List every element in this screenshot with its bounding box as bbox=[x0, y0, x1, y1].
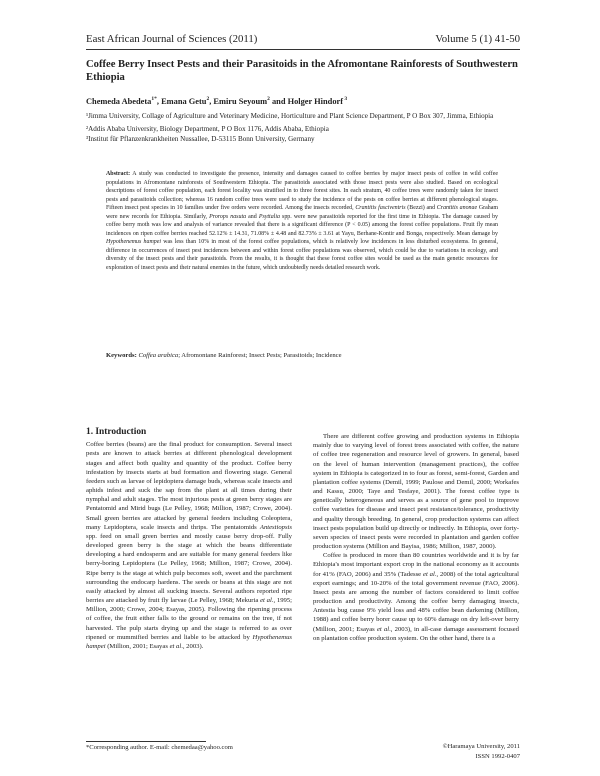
journal-name: East African Journal of Sciences (2011) bbox=[86, 33, 258, 45]
corresponding-author-footnote: *Corresponding author. E-mail: chemedaa@yahoo.com bbox=[86, 744, 233, 751]
author-separator: and bbox=[269, 96, 288, 106]
species-name: Prorops nasuta bbox=[209, 213, 247, 220]
abstract-text: Graham were new records for Ethiopia. Similarly, bbox=[106, 205, 498, 220]
abstract-text: (Bezzi) and bbox=[405, 205, 437, 212]
paragraph: There are different coffee growing and production systems in Ethiopia mainly due to varying level of forest trees associated with coffee, the nature of coffee tree regeneration and resource level of growers. In general, based on the level of human intervention (management practices), the coffee system in Ethiopia is categorized in to four as forest, semi-forest, Garden and plantation coffee systems (Demil, 1999; Paulose and Demil, 2000; Workafes and Kassu, 2000; Taye and Tesfaye, 2001). The forest coffee type is genetically heterogeneous and serves as a source of gene pool to improve coffee varieties for disease and insect pest resistance/tolerance, productivity and quality through breeding. In general, crop production systems can affect insect pests population build up directly or indirectly. In Ethiopia, over forty-seven species of insect pests were recorded in plantation and garden coffee production systems (Million and Bayisa, 1986; Million, 1987, 2000). bbox=[313, 433, 519, 551]
abstract-text: spp. were new parasitoids reported for the first time in Ethiopia. The damage caused by coffee berry moth was low and analysis of variance revealed that there is a significant difference (P < 0.05) among the forest coffee populations. Fruit fly mean incidences on ripen coffee berries reached 52.12% ± 14.31, 71.08% ± 4.48 and 82.73% ± 3.61 at Yayu, Berhane-Kontir and Bonga, respectively. Mean damage by bbox=[106, 213, 499, 237]
body-text: (Million, 2001; Esayas bbox=[105, 642, 170, 650]
abstract-text: A study was conducted to investigate the presence, intensity and damages caused to coffee berries by major insect pests of coffee in wild coffee populations in Afromontane rainforests of Southwestern Ethiopia. The parasitoids associated with those insect pests were also studied. Based on ecological descriptions of forest coffee population, each forest locality was stratified in to three forest sites. In each stratum, 40 coffee trees were randomly taken for insect pests and parasitoids collection; whereas 16 random coffee trees were used to study the incidence of the pests on coffee berries at different phenological stages. Fifteen insect pest species in 10 families under five orders were recorded. Among the insects recorded, bbox=[106, 171, 498, 212]
body-text: Coffee is produced in more than 80 countries worldwide and it is by far Ethiopia's most important export crop in the national economy as it accounts for 41% (FAO, 2006) and 35% (Tadesse bbox=[313, 552, 519, 578]
body-text: ., 1995; Million, 2000; Crowe, 2004; Esayas, 2005). Following the ripening process of coffee, the fruit either falls to the ground or remains on the tree, if not harvested. The pulp starts drying up and the stage is referred to as over ripened or mummified berries and liable to be attacked by bbox=[86, 597, 293, 641]
et-al: et al bbox=[169, 642, 182, 650]
abstract-label: Abstract: bbox=[106, 171, 131, 177]
author-separator: , bbox=[209, 96, 214, 106]
author-name: Emana Getu bbox=[161, 96, 207, 106]
species-name: Hypothenemus hampei bbox=[86, 633, 292, 650]
paragraph bbox=[313, 551, 519, 643]
affiliation-1: ¹Jimma University, Collage of Agriculture and Veterinary Medicine, Horticulture and Plant Science Department, P O Box 307, Jimma, Ethiopia bbox=[86, 112, 494, 120]
paragraph bbox=[86, 440, 292, 651]
author-name: Holger Hindorf bbox=[287, 96, 344, 106]
species-name: Crantitis fasciventris bbox=[355, 205, 406, 212]
header-rule bbox=[86, 49, 520, 50]
body-text: spp. feed on small green berries and mostly cause berry drop-off. Fully developed green berry is the stage at which the beans differentiate developing a hard endosperm and are suitable for many general feeders like berry-boring Lepidoptera (Le Pelley, 1968; Million, 1987; Crowe, 2004). Ripe berry is the stage at which pulp becomes soft, sweet and the parchment surrounding the endocarp hardens. The seeds or beans at this stage are not easily attacked by almost all sucking insects. Several authors reported ripe berries are attacked by fruit fly larvae (Le Pelley, 1968; Mekuria bbox=[86, 532, 292, 605]
et-al: et al bbox=[376, 625, 390, 633]
affiliation-3: ³Institut für Pflanzenkrankheiten Nussallee, D-53115 Bonn University, Germany bbox=[86, 134, 315, 143]
affiliations bbox=[86, 112, 516, 144]
author-affil-mark: 2 bbox=[206, 96, 210, 102]
abstract-text: was less than 10% in most of the forest coffee populations, which is relatively low incidences in less disturbed ecosystems. In general, difference in occurrences of insect pest incidences between and within forest coffee populations was observed, which could be due to variations in ecology, and diversity of the insect pests and their parasitoids. From the results, it is thought that these forest coffee sites would be used as the main genetic resources for exploration of insect pests and their natural enemies in the future, which undoubtedly needs detailed research work. bbox=[106, 239, 498, 272]
species-name: Hypothenemus hampei bbox=[106, 239, 161, 246]
species-name: Antestiopsis bbox=[259, 523, 292, 531]
running-header bbox=[86, 33, 520, 49]
copyright: ©Haramaya University, 2011 bbox=[442, 743, 520, 750]
affiliation-2: ²Addis Ababa University, Biology Department, P O Box 1176, Addis Ababa, Ethiopia bbox=[86, 125, 329, 134]
section-heading: 1. Introduction bbox=[86, 427, 147, 437]
species-name: Psyttalia bbox=[258, 213, 280, 220]
author-line bbox=[86, 96, 347, 106]
body-text: ., 2008) of the total agricultural export earnings; and 10-20% of the total government revenue (FAO, 2006). Insect pests are among the number of factors considered to limit coffee production and productivity. Among the coffee berry damaging insects, Antestia bug cause 9% yield loss and 48% coffee bean darkening (Million, 1988) and coffee berry borer cause up to 60% damage on dry left-over berry (Million, 2001; Esayas bbox=[313, 570, 519, 633]
body-column-left bbox=[86, 428, 292, 651]
keyword: Coffea arabica bbox=[138, 352, 179, 359]
volume-info: Volume 5 (1) 41-50 bbox=[435, 33, 520, 45]
keyword-list: ; Afromontane Rainforest; Insect Pests; Parasitoids; Incidence bbox=[178, 352, 342, 359]
species-name: Crantitis anonae bbox=[436, 205, 478, 212]
copyright-block bbox=[420, 742, 520, 762]
author-separator: , bbox=[156, 96, 162, 106]
author-affil-mark: 2 bbox=[267, 96, 270, 102]
keywords bbox=[106, 352, 342, 359]
et-al: et al bbox=[423, 570, 435, 578]
author-name: Chemeda Abedeta bbox=[86, 96, 152, 106]
et-al: et al bbox=[260, 597, 272, 605]
abstract bbox=[106, 170, 498, 273]
body-text: ., 2003), in all-case damage assessment focused on plantation coffee production system. On the other hand, there is a bbox=[313, 625, 520, 642]
footnote-rule bbox=[86, 741, 206, 742]
author-name: Emiru Seyoum bbox=[213, 96, 268, 106]
author-affil-mark: 3 bbox=[343, 96, 348, 102]
issn: ISSN 1992-0407 bbox=[475, 753, 520, 760]
article-title: Coffee Berry Insect Pests and their Parasitoids in the Afromontane Rainforests of Southwestern Ethiopia bbox=[86, 59, 518, 83]
body-column-right bbox=[313, 432, 519, 643]
author-affil-mark: 1* bbox=[151, 96, 157, 102]
body-text: Coffee berries (beans) are the final product for consumption. Several insect pests are known to attack berries at different phenological development stages and affect both quality and quantity of the product. Coffee berry infestation by insects starts at bud formation and flowering stage. General feeders such as larvae of lepidoptera damage buds, whereas scale insects and aphids infest and suck the sap from the plant at all times during their nymphal and adult stages. The most injurious pests at green berry stages are Pentatomid and Mirid bugs (Le Pelley, 1968; Million, 1987; Crowe, 2004). Small green berries are attacked by general feeders including Coleoptera, many Lepidoptera, scale insects and thrips. The pentatomids bbox=[86, 441, 292, 531]
body-text: ., 2003). bbox=[181, 642, 204, 650]
abstract-text: and bbox=[246, 213, 259, 220]
keywords-label: Keywords: bbox=[106, 352, 137, 359]
